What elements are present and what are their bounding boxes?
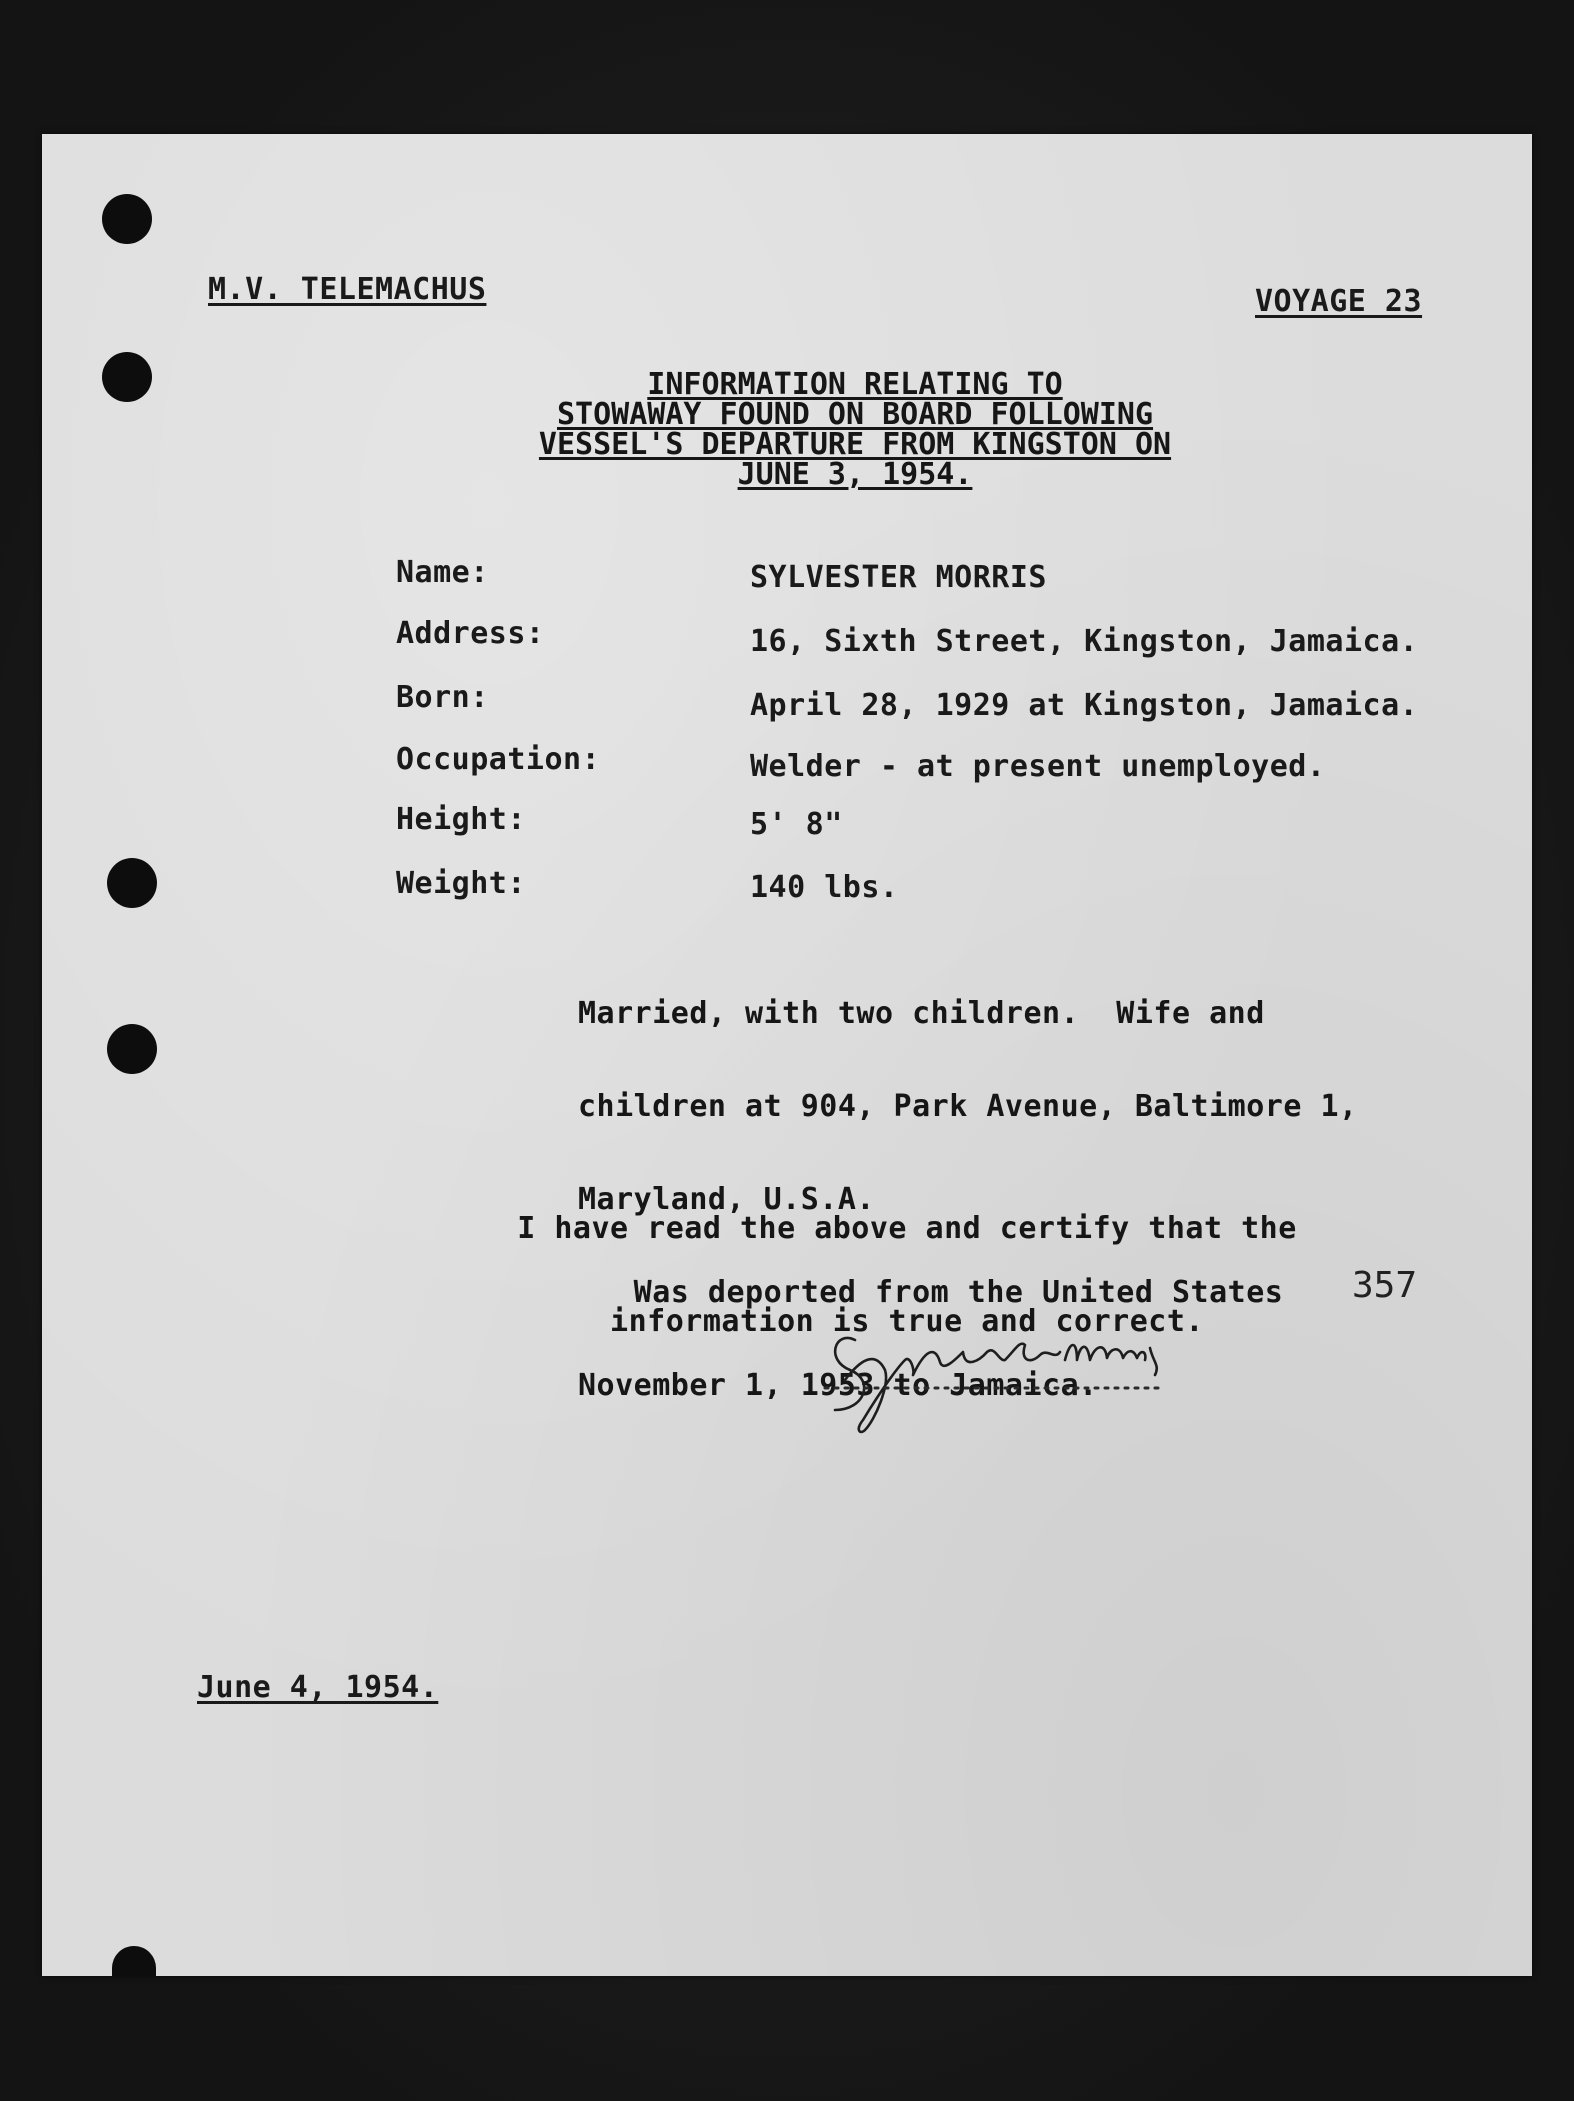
punch-hole bbox=[107, 858, 157, 908]
punch-hole bbox=[102, 352, 152, 402]
remarks-line: children at 904, Park Avenue, Baltimore 1, bbox=[578, 1089, 1358, 1124]
voyage-number: VOYAGE 23 bbox=[1255, 284, 1423, 319]
remarks-line: Married, with two children. Wife and bbox=[578, 996, 1265, 1031]
field-label-address: Address: bbox=[396, 616, 545, 651]
heading-line: INFORMATION RELATING TO bbox=[647, 367, 1063, 402]
vessel-name: M.V. TELEMACHUS bbox=[208, 272, 487, 307]
remarks-line: Was deported from the United States bbox=[578, 1275, 1284, 1310]
document-heading bbox=[480, 367, 1230, 492]
heading-line: VESSEL'S DEPARTURE FROM KINGSTON ON bbox=[538, 427, 1172, 462]
field-value-name: SYLVESTER MORRIS bbox=[750, 560, 1047, 595]
field-value-address: 16, Sixth Street, Kingston, Jamaica. bbox=[750, 624, 1419, 659]
heading-line: JUNE 3, 1954. bbox=[737, 457, 973, 492]
signature bbox=[815, 1300, 1215, 1440]
certification-line: information is true and correct. bbox=[610, 1304, 1204, 1339]
field-value-height: 5' 8" bbox=[750, 807, 843, 842]
field-label-height: Height: bbox=[396, 802, 526, 837]
page-number: 357 bbox=[1352, 1265, 1418, 1306]
punch-hole bbox=[102, 194, 152, 244]
field-value-born: April 28, 1929 at Kingston, Jamaica. bbox=[750, 688, 1419, 723]
remarks-line: Maryland, U.S.A. bbox=[578, 1182, 875, 1217]
field-label-weight: Weight: bbox=[396, 866, 526, 901]
field-label-born: Born: bbox=[396, 680, 489, 715]
field-label-occupation: Occupation: bbox=[396, 742, 601, 777]
handwritten-signature-icon bbox=[815, 1300, 1215, 1440]
document-date: June 4, 1954. bbox=[197, 1670, 439, 1705]
remarks-line: November 1, 1953 to Jamaica. bbox=[578, 1368, 1098, 1403]
field-value-weight: 140 lbs. bbox=[750, 870, 899, 905]
field-value-occupation: Welder - at present unemployed. bbox=[750, 749, 1326, 784]
certification-line: I have read the above and certify that the bbox=[517, 1211, 1297, 1246]
punch-hole bbox=[107, 1024, 157, 1074]
punch-hole bbox=[112, 1946, 156, 1976]
field-label-name: Name: bbox=[396, 555, 489, 590]
heading-line: STOWAWAY FOUND ON BOARD FOLLOWING bbox=[556, 397, 1154, 432]
